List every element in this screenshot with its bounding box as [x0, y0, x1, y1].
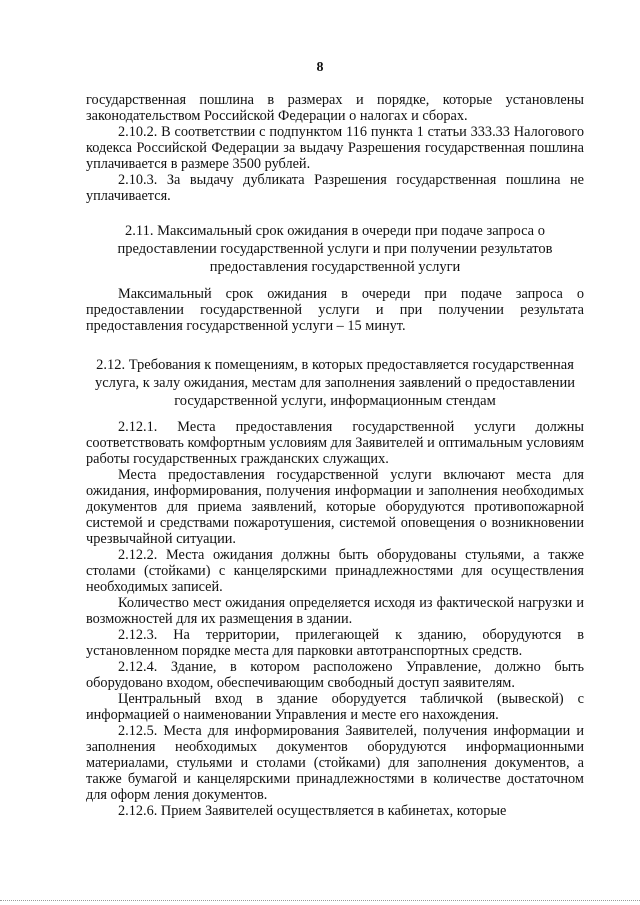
paragraph-duty-continuation: государственная пошлина в размерах и порядке, которые установлены законодательством Российской Федерации о налогах и сборах.: [86, 92, 584, 124]
paragraph-2-12-5: 2.12.5. Места для информирования Заявителей, получения информации и заполнения необходимых документов оборудуются информационными материалами, стульями и столами (стойками) для заполнения документов, а также бумагой и канцелярскими принадлежностями в количестве достаточном для оформ ления документов.: [86, 723, 584, 803]
text-top: [86, 92, 584, 204]
scan-bottom-edge: [0, 900, 640, 902]
paragraph-waiting-count: Количество мест ожидания определяется исходя из фактической нагрузки и возможностей для их размещения в здании.: [86, 595, 584, 627]
page-number: 8: [316, 60, 324, 75]
paragraph-places: Места предоставления государственной услуги включают места для ожидания, информирования, получения информации и заполнения необходимых документов для приема заявлений, которые оборудуются противопожарной системой и средствами пожаротушения, системой оповещения о возникновении чрезвычайной ситуации.: [86, 467, 584, 547]
paragraph-2-10-2: 2.10.2. В соответствии с подпунктом 116 пункта 1 статьи 333.33 Налогового кодекса Российской Федерации за выдачу Разрешения государственная пошлина уплачивается в размере 3500 рублей.: [86, 124, 584, 172]
heading-2-12: 2.12. Требования к помещениям, в которых предоставляется государственная услуга, к залу ожидания, местам для заполнения заявлений о предоставлении государственной услуги, информационным стендам: [94, 357, 576, 409]
paragraph-2-12-2: 2.12.2. Места ожидания должны быть оборудованы стульями, а также столами (стойками) с канцелярскими принадлежностями для осуществления необходимых записей.: [86, 547, 584, 595]
paragraph-2-12-3: 2.12.3. На территории, прилегающей к зданию, оборудуются в установленном порядке места для парковки автотранспортных средств.: [86, 627, 584, 659]
heading-2-11: 2.11. Максимальный срок ожидания в очереди при подаче запроса о предоставлении государственной услуги и при получении результатов предоставления государственной услуги: [117, 223, 553, 275]
paragraph-2-12-6: 2.12.6. Прием Заявителей осуществляется в кабинетах, которые: [118, 803, 507, 819]
paragraph-2-12-4: 2.12.4. Здание, в котором расположено Управление, должно быть оборудовано входом, обеспечивающим свободный доступ заявителям.: [86, 659, 584, 691]
text-section-2-12: [86, 419, 584, 819]
paragraph-central-entrance: Центральный вход в здание оборудуется табличкой (вывеской) с информацией о наименовании Управления и месте его нахождения.: [86, 691, 584, 723]
paragraph-2-12-1: 2.12.1. Места предоставления государственной услуги должны соответствовать комфортным условиям для Заявителей и оптимальным условиям работы государственных гражданских служащих.: [86, 419, 584, 467]
paragraph-2-10-3: 2.10.3. За выдачу дубликата Разрешения государственная пошлина не уплачивается.: [86, 172, 584, 204]
paragraph-max-wait: Максимальный срок ожидания в очереди при подаче запроса о предоставлении государственной услуги и при получении результата предоставления государственной услуги – 15 минут.: [86, 286, 584, 334]
